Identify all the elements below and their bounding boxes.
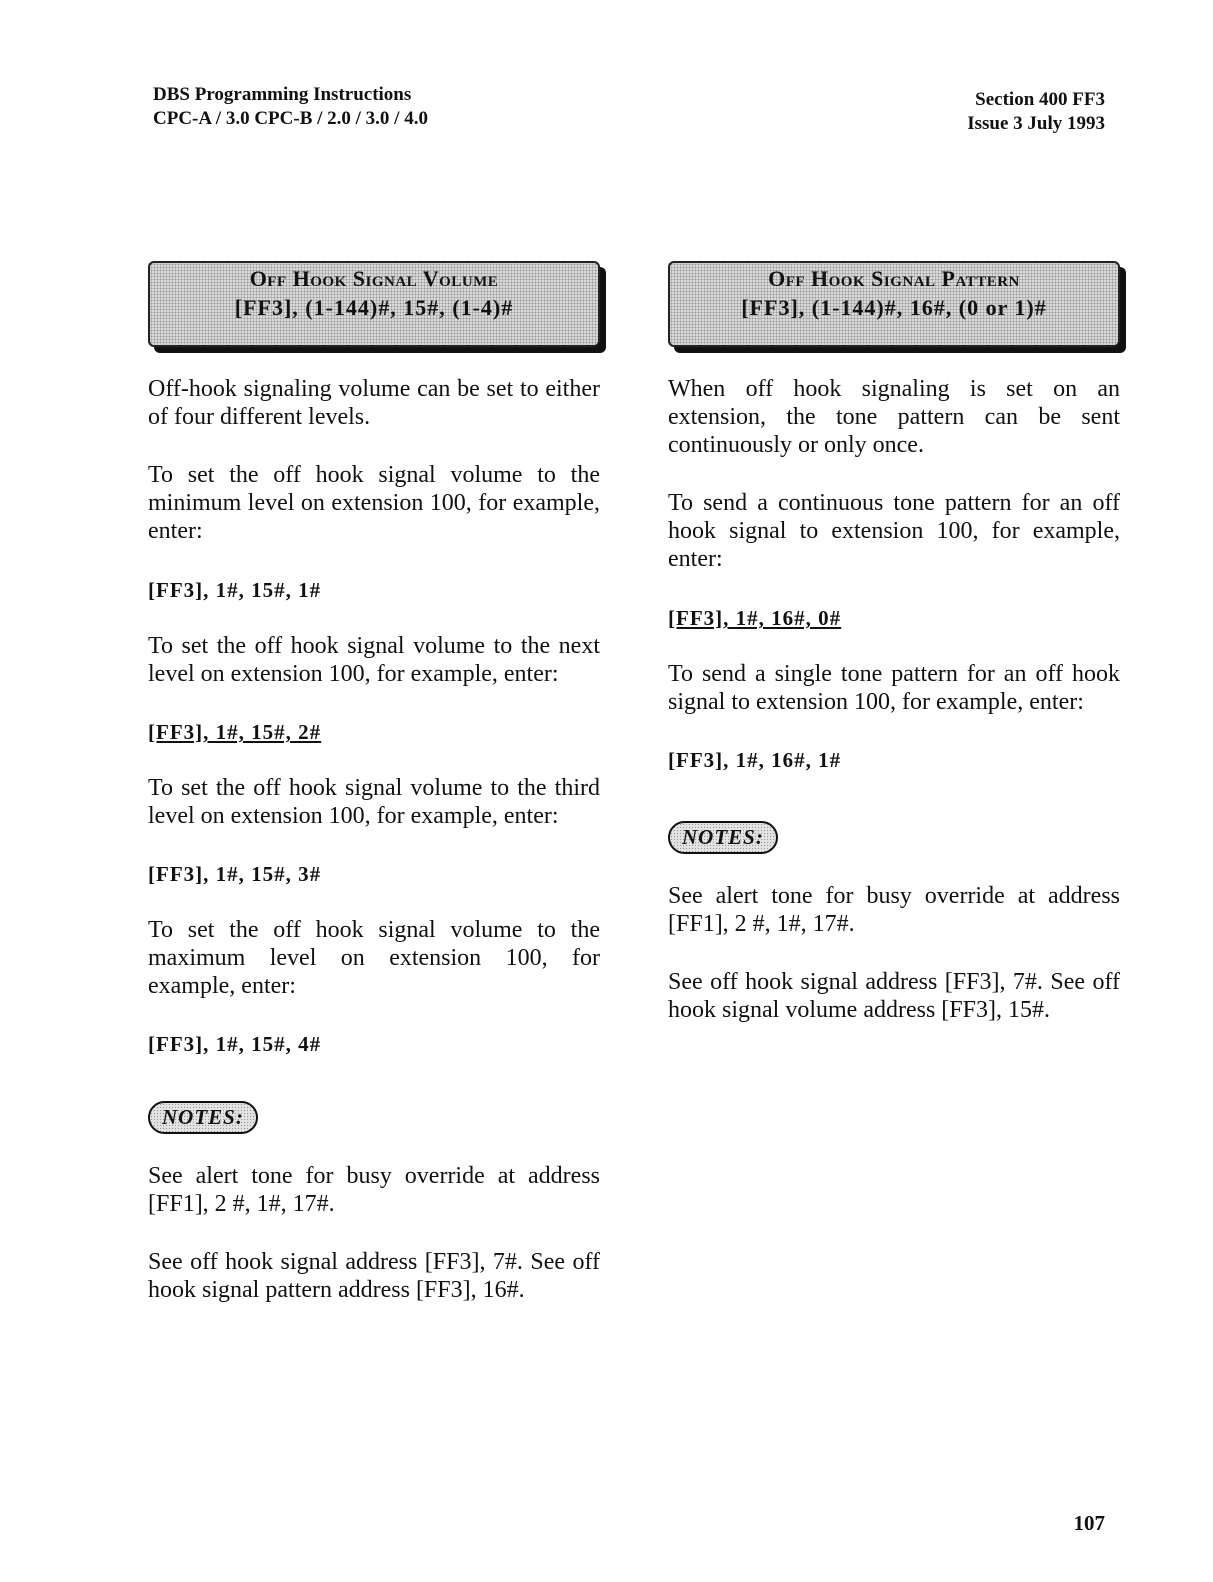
volume-address: [FF3], (1-144)#, 15#, (1-4)# [234, 295, 514, 320]
volume-title-box [148, 261, 600, 347]
issue-date: Issue 3 July 1993 [967, 113, 1105, 134]
pattern-note-2: See off hook signal address [FF3], 7#. See off hook signal volume address [FF3], 15#. [668, 969, 1120, 1023]
right-column [668, 261, 1120, 1024]
volume-step-2: To set the off hook signal volume to the next level on extension 100, for example, enter: [148, 633, 600, 687]
volume-code-3: [FF3], 1#, 15#, 3# [148, 862, 322, 886]
volume-intro: Off-hook signaling volume can be set to either of four different levels. [148, 376, 600, 430]
header-right [967, 88, 1105, 136]
header-left [153, 83, 428, 131]
volume-notes-row [148, 1101, 600, 1134]
document-versions: CPC-A / 3.0 CPC-B / 2.0 / 3.0 / 4.0 [153, 108, 428, 129]
pattern-notes-row [668, 821, 1120, 854]
pattern-code-2: [FF3], 1#, 16#, 1# [668, 748, 842, 772]
section-label: Section 400 FF3 [975, 89, 1105, 110]
pattern-title-box [668, 261, 1120, 347]
volume-code-1: [FF3], 1#, 15#, 1# [148, 578, 322, 602]
page-number: 107 [1073, 1511, 1105, 1535]
volume-code-2: [FF3], 1#, 15#, 2# [148, 720, 322, 744]
volume-note-1: See alert tone for busy override at address [FF1], 2 #, 1#, 17#. [148, 1163, 600, 1217]
pattern-notes-badge: NOTES: [668, 821, 778, 854]
volume-code-4: [FF3], 1#, 15#, 4# [148, 1032, 322, 1056]
pattern-address: [FF3], (1-144)#, 16#, (0 or 1)# [741, 295, 1047, 320]
volume-title: Off Hook Signal Volume [249, 266, 499, 291]
document-title: DBS Programming Instructions [153, 84, 412, 105]
pattern-note-1: See alert tone for busy override at address [FF1], 2 #, 1#, 17#. [668, 883, 1120, 937]
volume-note-2: See off hook signal address [FF3], 7#. See off hook signal pattern address [FF3], 16#. [148, 1249, 600, 1303]
left-column [148, 261, 600, 1304]
volume-step-4: To set the off hook signal volume to the maximum level on extension 100, for example, enter: [148, 917, 600, 999]
pattern-step-2: To send a single tone pattern for an off hook signal to extension 100, for example, enter: [668, 661, 1120, 715]
volume-step-1: To set the off hook signal volume to the minimum level on extension 100, for example, enter: [148, 462, 600, 544]
volume-notes-badge: NOTES: [148, 1101, 258, 1134]
pattern-intro: When off hook signaling is set on an extension, the tone pattern can be sent continuously or only once. [668, 376, 1120, 458]
pattern-code-1: [FF3], 1#, 16#, 0# [668, 606, 842, 630]
volume-step-3: To set the off hook signal volume to the third level on extension 100, for example, enter: [148, 775, 600, 829]
pattern-title: Off Hook Signal Pattern [768, 266, 1020, 291]
pattern-step-1: To send a continuous tone pattern for an off hook signal to extension 100, for example, enter: [668, 490, 1120, 572]
